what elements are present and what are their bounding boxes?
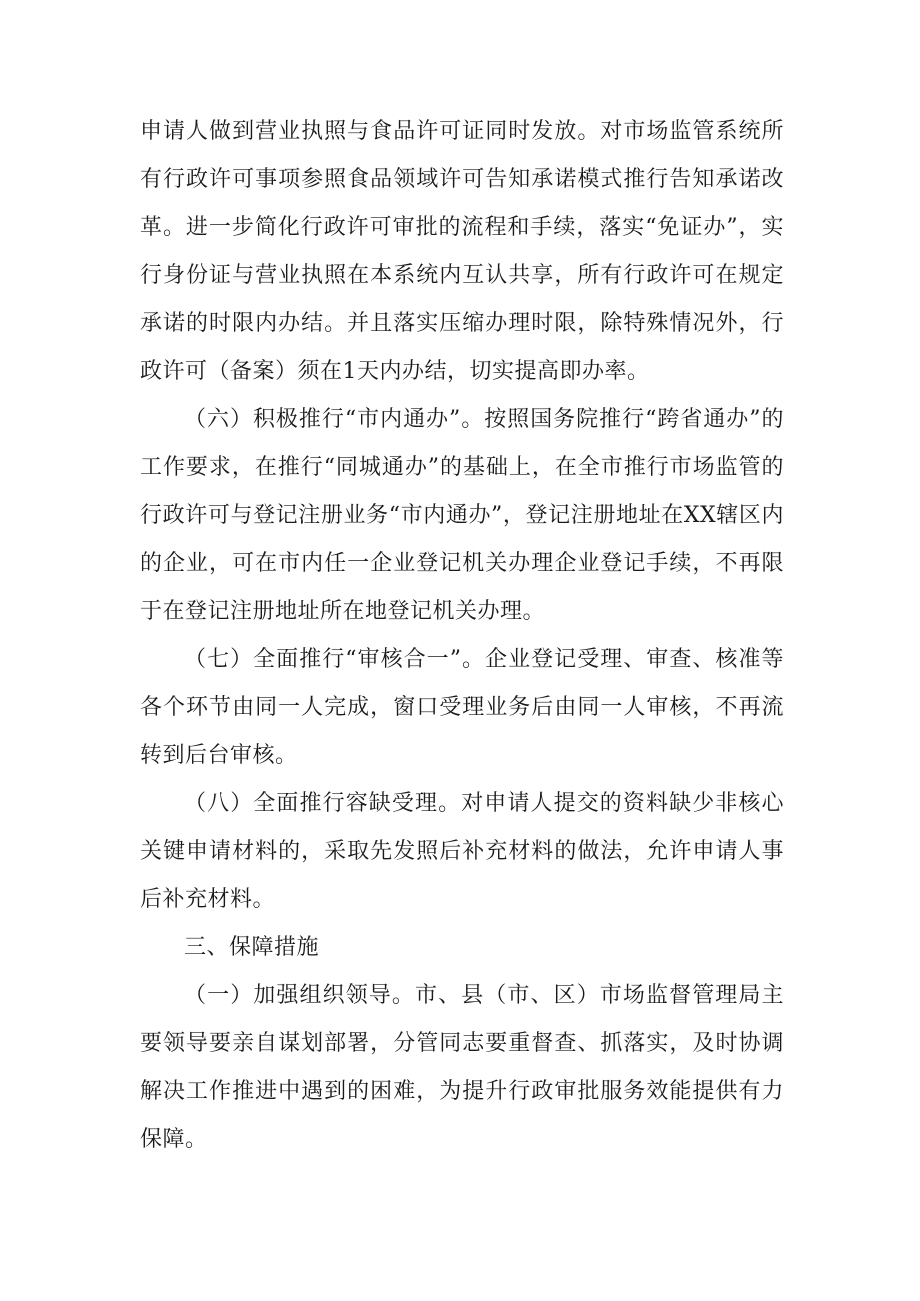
paragraph-continuation: 申请人做到营业执照与食品许可证同时发放。对市场监管系统所有行政许可事项参照食品领域许可告知承诺模式推行告知承诺改革。进一步简化行政许可审批的流程和手续，落实“免证办”，实行身份证与营业执照在本系统内互认共享，所有行政许可在规定承诺的时限内办结。并且落实压缩办理时限，除特殊情况外，行政许可（备案）须在1天内办结，切实提高即办率。 xyxy=(140,119,784,384)
section-heading-safeguards: 三、保障措施 xyxy=(184,935,320,960)
paragraph-tolerance-acceptance: （八）全面推行容缺受理。对申请人提交的资料缺少非核心关键申请材料的，采取先发照后补充材料的做法，允许申请人事后补充材料。 xyxy=(140,791,784,912)
paragraph-organizational-leadership: （一）加强组织领导。市、县（市、区）市场监督管理局主要领导要亲自谋划部署，分管同志要重督查、抓落实，及时协调解决工作推进中遇到的困难，为提升行政审批服务效能提供有力保障。 xyxy=(140,983,784,1152)
document-body xyxy=(140,108,784,1164)
paragraph-review-approval-merge: （七）全面推行“审核合一”。企业登记受理、审查、核准等各个环节由同一人完成，窗口受理业务后由同一人审核，不再流转到后台审核。 xyxy=(140,647,784,768)
paragraph-city-wide-service: （六）积极推行“市内通办”。按照国务院推行“跨省通办”的工作要求，在推行“同城通办”的基础上，在全市推行市场监管的行政许可与登记注册业务“市内通办”，登记注册地址在XX辖区内的企业，可在市内任一企业登记机关办理企业登记手续，不再限于在登记注册地址所在地登记机关办理。 xyxy=(140,407,784,624)
